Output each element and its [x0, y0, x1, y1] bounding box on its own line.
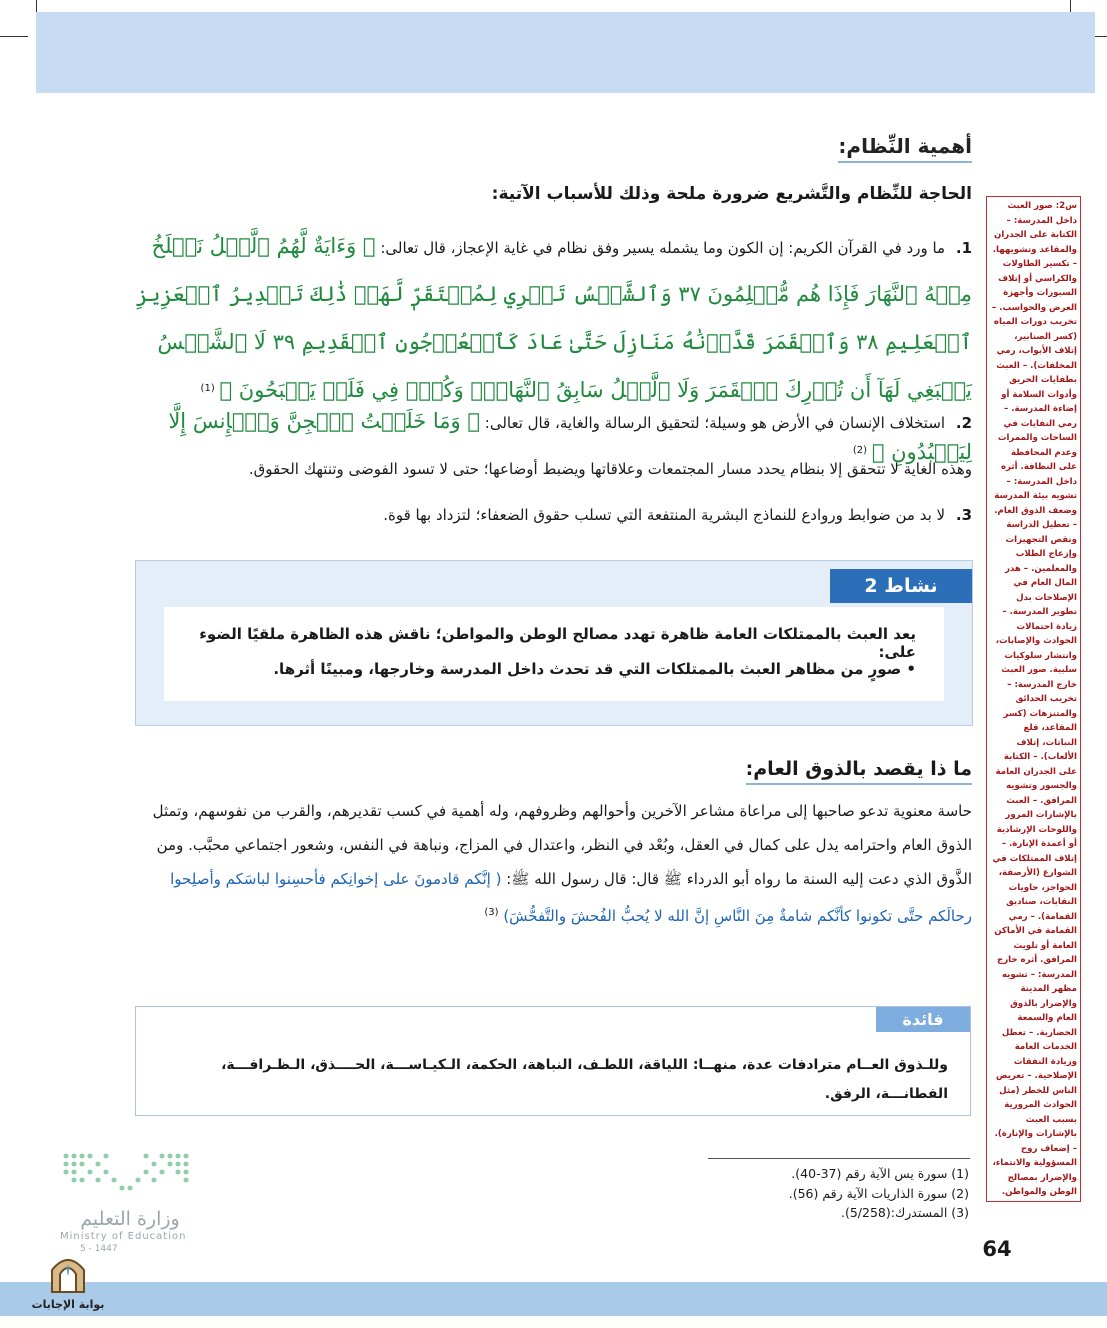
- quran-verse: ﴿ وَءَايَةٌ لَّهُمُ ٱلَّيۡلُ نَسۡلَخُ مِنۡهُ ٱلنَّهَارَ فَإِذَا هُم مُّظۡلِمُونَ ٣٧ وَٱلشَّمۡسُ تَجۡرِي لِمُسۡتَقَرّٖ لَّهَاۚ ذَٰلِكَ تَقۡدِيرُ ٱلۡعَزِيزِ ٱلۡعَلِيمِ ٣٨ وَٱلۡقَمَرَ قَدَّرۡنَٰهُ مَنَازِلَ حَتَّىٰ عَادَ كَٱلۡعُرۡجُونِ ٱلۡقَدِيمِ ٣٩ لَا ٱلشَّمۡسُ يَنۢبَغِي لَهَآ أَن تُدۡرِكَ ٱلۡقَمَرَ وَلَا ٱلَّيۡلُ سَابِقُ ٱلنَّهَارِۚ وَكُلّٞ فِي فَلَكٖ يَسۡبَحُونَ ﴾: [135, 234, 972, 402]
- answers-gate-logo: [28, 1250, 108, 1322]
- activity-box: [135, 560, 973, 726]
- page-number: 64: [972, 1226, 1022, 1272]
- benefit-label: فائدة: [876, 1007, 970, 1032]
- section-title: ما ذا يقصد بالذوق العام:: [746, 758, 972, 785]
- point-1: [132, 222, 972, 414]
- sidebar-answer-text: س2: صور العبث داخل المدرسة: – الكتابة على الجدران والمقاعد وتشويهها. – تكسير الطاولات والكراسي أو إتلاف السبورات وأجهزة العرض والحواسب. – تخريب دورات المياه (كسر الصنابير، إتلاف الأبواب، رمي المخلفات). – العبث بطفايات الحريق وأدوات السلامة أو إضاءة المدرسة. – رمي النفايات في الساحات والممرات وعدم المحافظة على النظافة. أثره داخل المدرسة: – تشويه بيئة المدرسة وضعف الذوق العام. – تعطيل الدراسة ونقص التجهيزات وإزعاج الطلاب والمعلمين. – هدر المال العام في الإصلاحات بدل تطوير المدرسة. – زيادة احتمالات الحوادث والإصابات، وانتشار سلوكيات سلبية. صور العبث خارج المدرسة: – تخريب الحدائق والمتنزهات (كسر المقاعد، قلع النباتات، إتلاف الألعاب). – الكتابة على الجدران العامة والجسور وتشويه المرافق. – العبث بالإشارات المرور واللوحات الإرشادية أو أعمدة الإنارة. – إتلاف الممتلكات في الشوارع (الأرصفة، الحواجز، حاويات النفايات، صناديق القمامة). – رمي القمامة في الأماكن العامة أو تلويث المرافق. أثره خارج المدرسة: – تشويه مظهر المدينة والإضرار بالذوق العام والسمعة الحضارية. – تعطل الخدمات العامة وزيادة النفقات الإصلاحية. – تعريض الناس للخطر (مثل الحوادث المرورية بسبب العبث بالإشارات والإنارة). – إضعاف روح المسؤولية والانتماء، والإضرار بمصالح الوطن والمواطن.: [991, 201, 1077, 1197]
- point-3: [132, 502, 972, 529]
- intro-sentence: الحاجة للنِّظام والتَّشريع ضرورة ملحة وذلك للأسباب الآتية:: [491, 184, 972, 204]
- point-number: 2.: [955, 414, 972, 432]
- bottom-footer-band: [0, 1282, 1107, 1316]
- ministry-dots-icon: [60, 1150, 196, 1194]
- public-taste-paragraph: [132, 794, 972, 933]
- activity-label: نشاط 2: [830, 569, 972, 603]
- footnote-ref: (2): [852, 445, 868, 456]
- ministry-name-english: Ministry of Education: [60, 1231, 187, 1242]
- hadith-text: ( إنَّكم قادمونَ على إخوانِكم فأحسِنوا لباسَكم وأصلِحوا رحالَكم حتَّى تكونوا كأنَّكم شامةٌ مِنَ النَّاسِ إنَّ الله لا يُحبُّ الفُحشَ والتَّفحُّشَ): [170, 870, 972, 925]
- benefit-text: وللـذوق العــام مترادفات عدة، منهــا: اللياقة، اللطـف، النباهة، الحكمة، الـكيـاســـة، الحــــذق، الـظـرافـــة، الفطانـــة، الرفق.: [221, 1057, 948, 1102]
- point-text: ما ورد في القرآن الكريم: إن الكون وما يشمله يسير وفق نظام في غاية الإعجاز، قال تعالى:: [380, 239, 946, 257]
- section-title: أهمية النِّظام:: [838, 134, 972, 163]
- point-text: لا بد من ضوابط وروادع للنماذج البشرية المنتفعة التي تسلب حقوق الضعفاء؛ لتزداد بها قوة.: [383, 506, 946, 524]
- footnote: (2) سورة الذاريات الآية رقم (56).: [788, 1186, 969, 1201]
- activity-question: يعد العبث بالممتلكات العامة ظاهرة تهدد مصالح الوطن والمواطن؛ ناقش هذه الظاهرة ملقيًا الضوء على:: [199, 625, 916, 661]
- activity-content: [164, 607, 944, 701]
- footnote-ref: (1): [200, 383, 215, 394]
- point-text: استخلاف الإنسان في الأرض هو وسيلة؛ لتحقيق الرسالة والغاية، قال تعالى:: [484, 414, 946, 432]
- point-number: 3.: [955, 506, 972, 524]
- point-2-continued: وهذه الغاية لا تتحقق إلا بنظام يحدد مسار المجتمعات وعلاقاتها ويضبط أوضاعها؛ حتى لا تسود الفوضى وتنتهك الحقوق.: [248, 460, 972, 478]
- handwritten-answer-sidebar: [986, 196, 1081, 1202]
- paragraph-text: حاسة معنوية تدعو صاحبها إلى مراعاة مشاعر الآخرين وأحوالهم وظروفهم، وله أهمية في كسب تقديرهم، والقرب من نفوسهم، وتمثل الذوق العام واحترامه يدل على كمال في العقل، وبُعْد في النظر، واعتدال في المزاج، ونباهة في النفس، وشعور اجتماعي محبَّب. ومن الذَّوق الذي دعت إليه السنة ما رواه أبو الدرداء ﷺ قال: قال رسول الله ﷺ:: [152, 802, 972, 888]
- crop-mark: [0, 36, 28, 37]
- quran-verse: ﴿ وَمَا خَلَقۡتُ ٱلۡجِنَّ وَٱلۡإِنسَ إِلَّا لِيَعۡبُدُونِ ﴾: [168, 409, 972, 464]
- activity-bullet: • صورٍ من مظاهر العبث بالممتلكات التي قد تحدث داخل المدرسة وخارجها، ومبينًا أثرها.: [273, 660, 916, 678]
- top-header-band: [36, 12, 1095, 93]
- ministry-name-arabic: وزارة التعليم: [80, 1208, 180, 1230]
- footnote-divider: [708, 1158, 970, 1159]
- ministry-year: 5 - 1447: [80, 1244, 118, 1254]
- footnote: (3) المستدرك:(5/258).: [840, 1205, 969, 1220]
- point-number: 1.: [955, 239, 972, 257]
- footnote-ref: (3): [484, 907, 499, 918]
- gate-icon: [46, 1250, 90, 1294]
- logo-text: بوابة الإجابات: [31, 1298, 105, 1311]
- footnote: (1) سورة يس الآية رقم (37-40).: [791, 1166, 969, 1181]
- benefit-box: [135, 1006, 971, 1116]
